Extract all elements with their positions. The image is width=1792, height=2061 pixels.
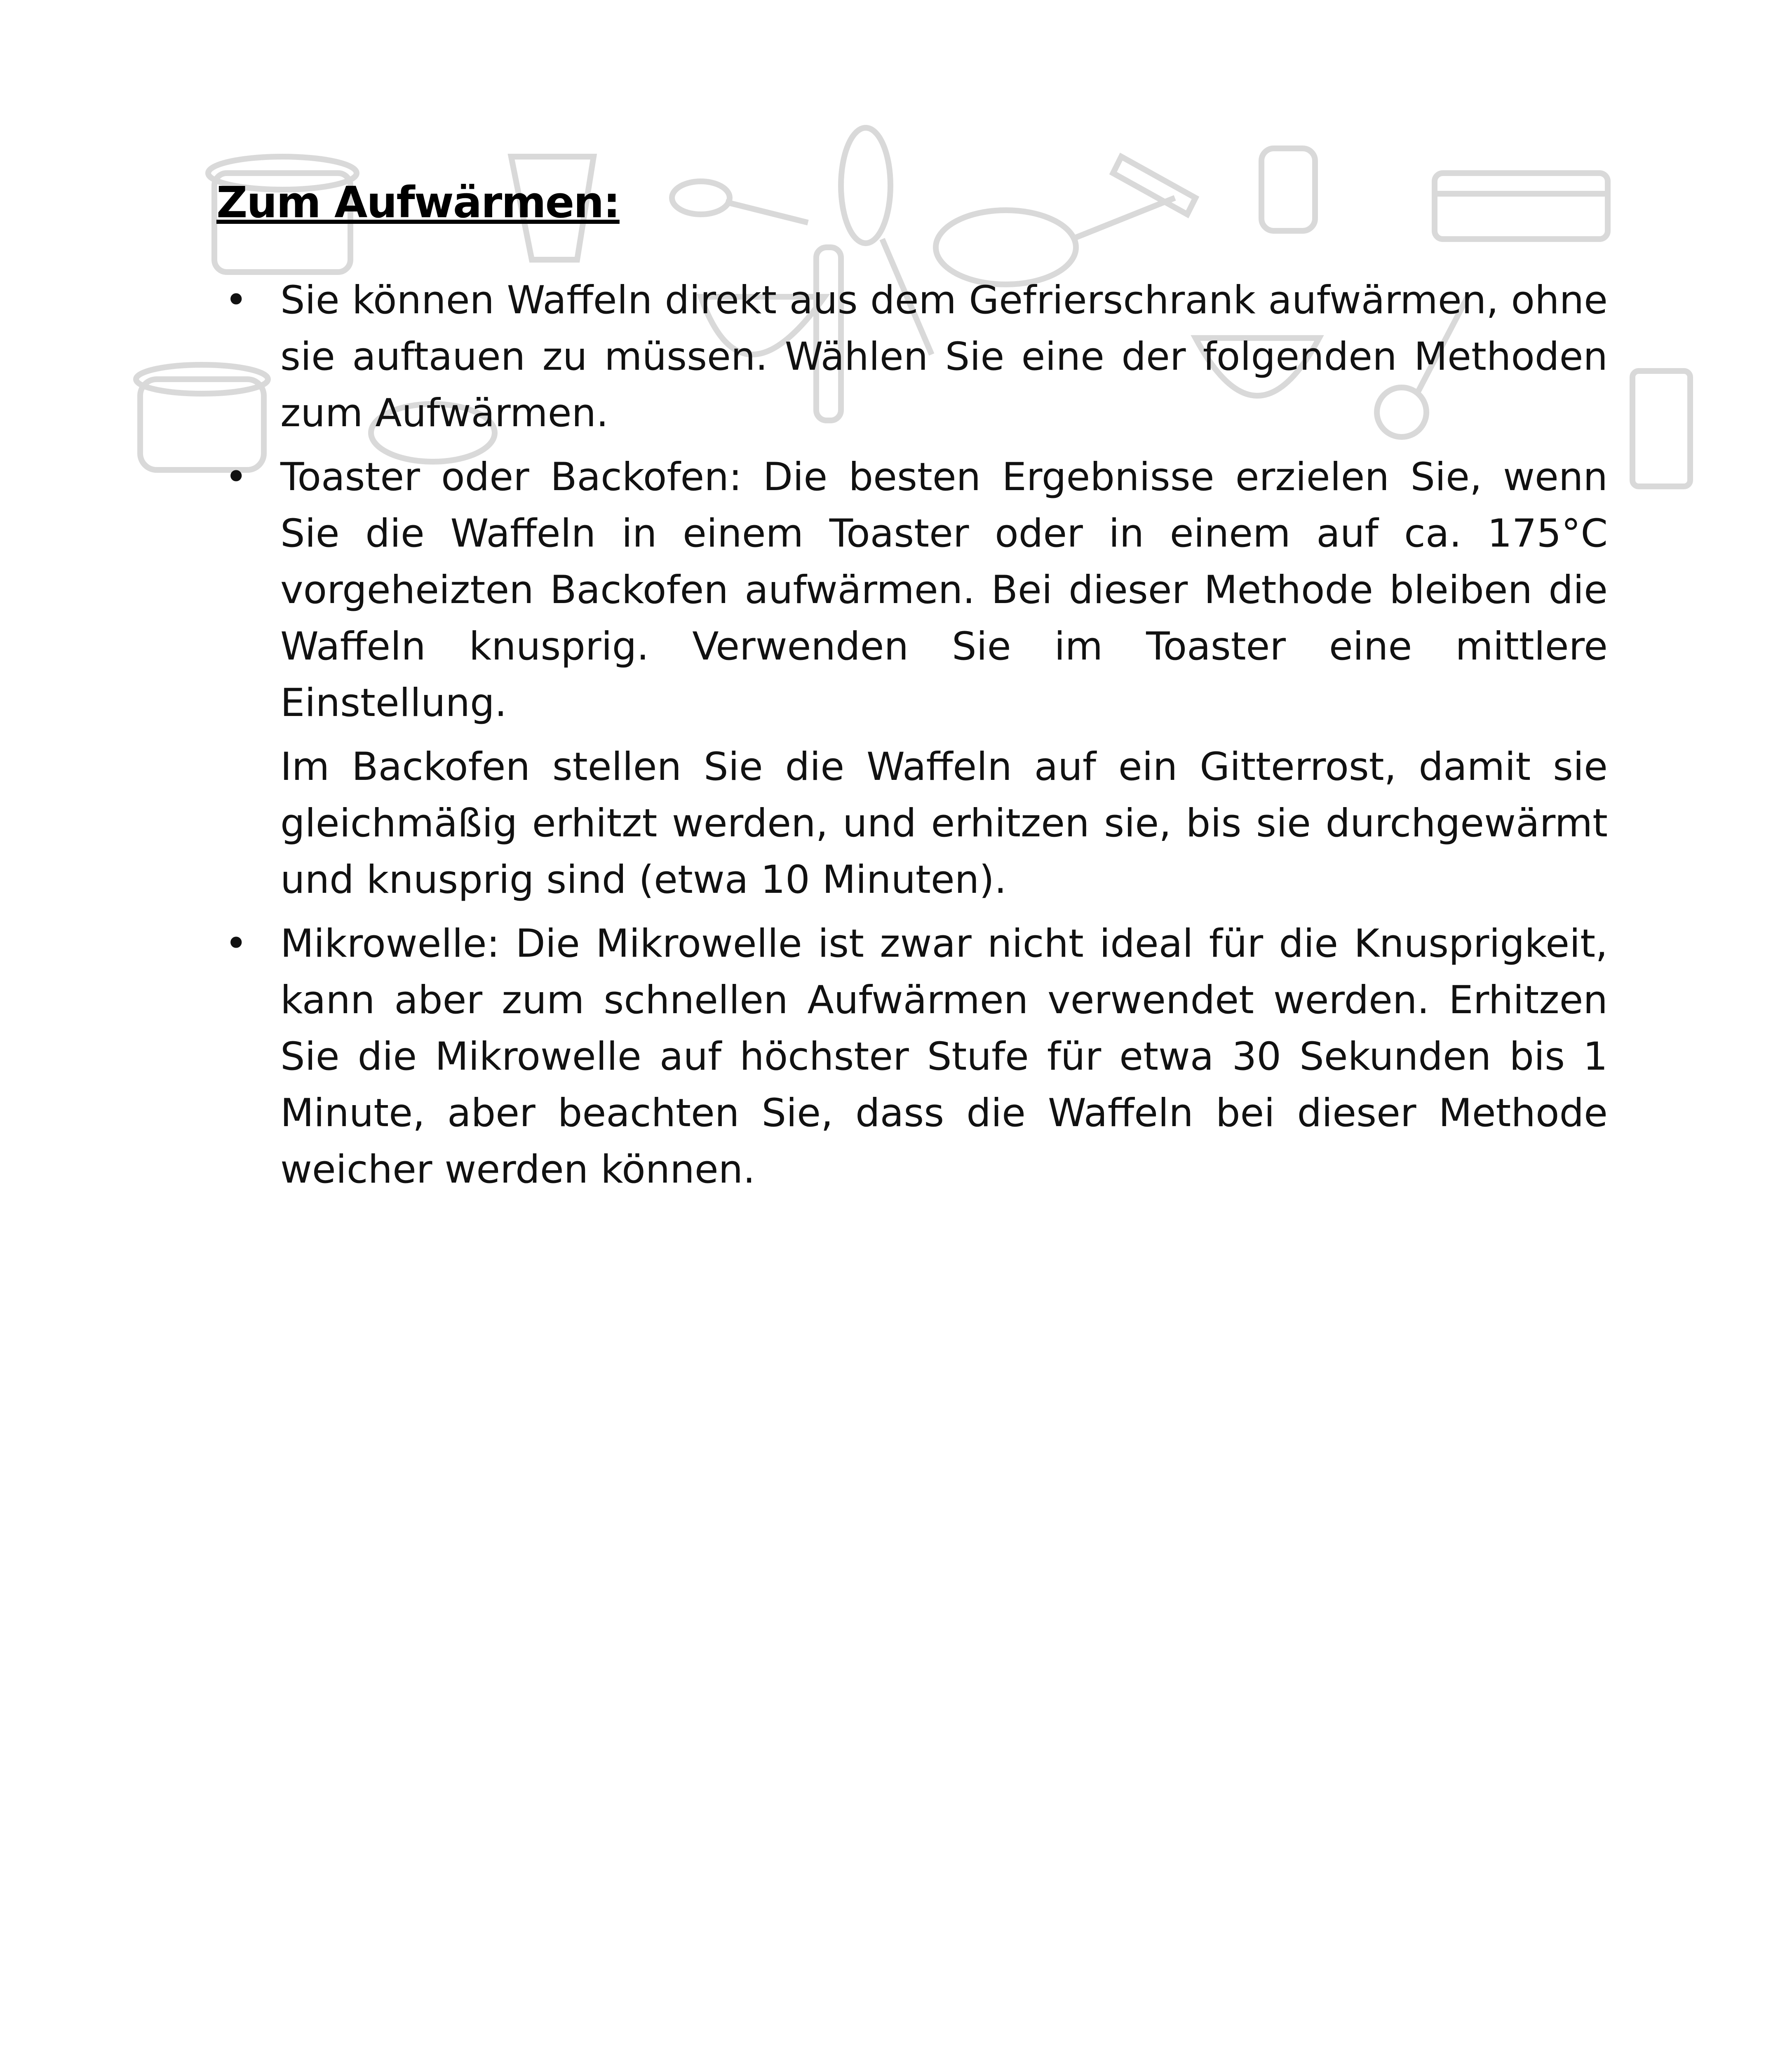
paragraph: Toaster oder Backofen: Die besten Ergebnisse erzielen Sie, wenn Sie die Waffeln in einem Toaster oder in einem auf ca. 175°C vorgeheizten Backofen aufwärmen. Bei dieser Methode bleiben die Waffeln knusprig. Verwenden Sie im Toaster eine mittlere Einstellung. (280, 455, 1608, 725)
spoon-icon (672, 181, 808, 223)
springform-pan-icon (1435, 173, 1608, 239)
paragraph: Sie können Waffeln direkt aus dem Gefrierschrank aufwärmen, ohne sie auftauen zu müssen. Wählen Sie eine der folgenden Methoden zum Aufwärmen. (280, 278, 1608, 436)
document-body (216, 272, 1608, 1205)
list-item (216, 272, 1608, 441)
kettle-icon (1261, 148, 1315, 231)
bullet-icon: • (225, 455, 248, 500)
bullet-icon: • (225, 278, 248, 323)
paragraph: Im Backofen stellen Sie die Waffeln auf ein Gitterrost, damit sie gleichmäßig erhitzt werden, und erhitzen sie, bis sie durchgewärmt und knusprig sind (etwa 10 Minuten). (280, 744, 1608, 902)
grater-icon (1632, 371, 1690, 486)
section-heading: Zum Aufwärmen: (216, 177, 620, 228)
instruction-list (216, 272, 1608, 1198)
bullet-icon: • (225, 921, 248, 966)
paragraph: Mikrowelle: Die Mikrowelle ist zwar nicht ideal für die Knusprigkeit, kann aber zum schnellen Aufwärmen verwendet werden. Erhitzen Sie die Mikrowelle auf höchster Stufe für etwa 30 Sekunden bis 1 Minute, aber beachten Sie, dass die Waffeln bei dieser Methode weicher werden können. (280, 921, 1608, 1192)
list-item (216, 915, 1608, 1198)
list-item (216, 449, 1608, 908)
frying-pan-icon (936, 198, 1175, 284)
